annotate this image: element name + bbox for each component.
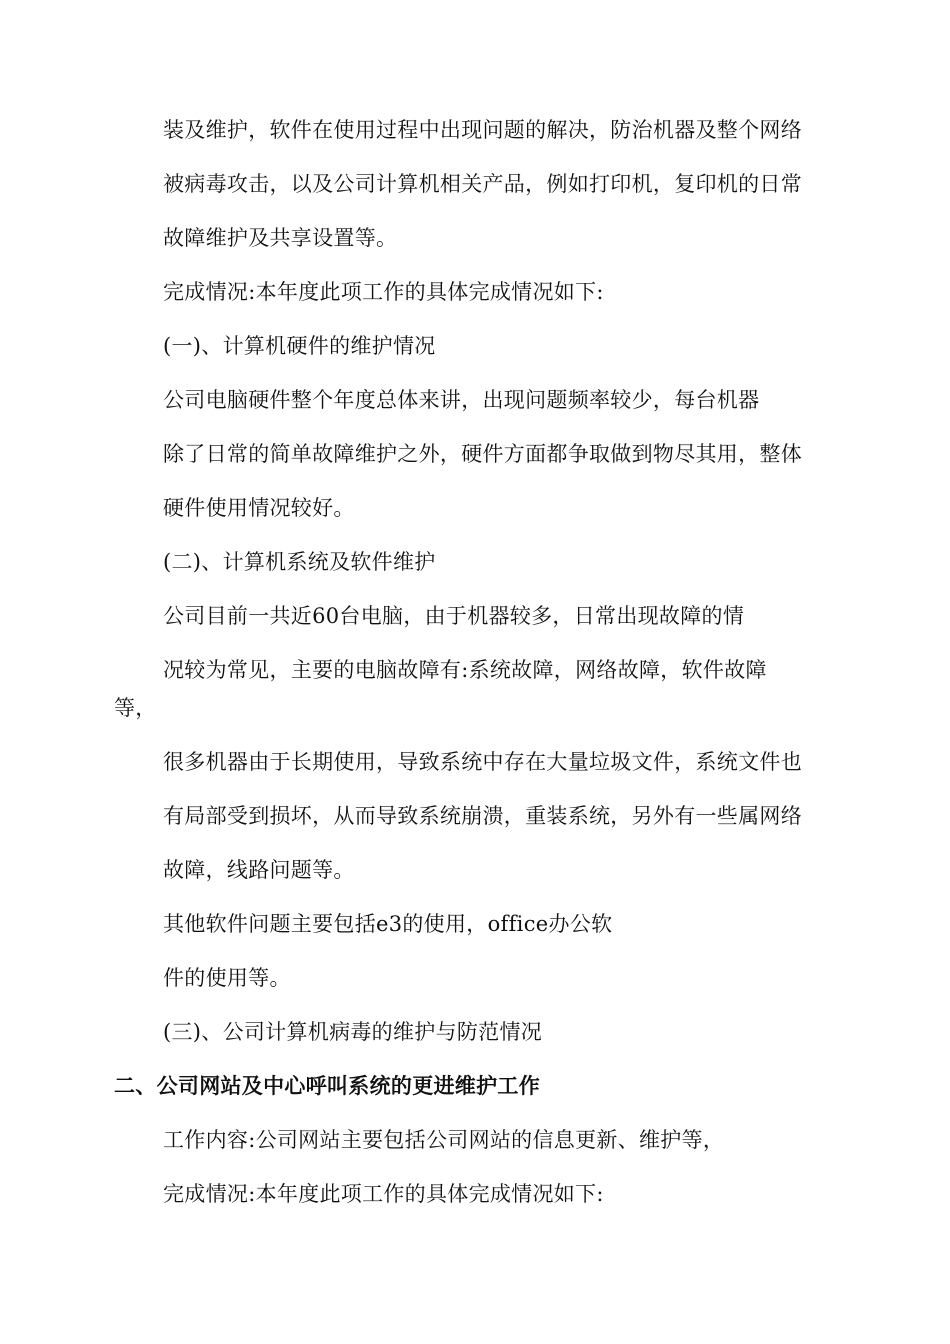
- paragraph-line: 有局部受到损坏，从而导致系统崩溃，重装系统，另外有一些属网络: [163, 804, 802, 828]
- paragraph-line: 工作内容:公司网站主要包括公司网站的信息更新、维护等，: [163, 1128, 725, 1152]
- paragraph-line: 公司电脑硬件整个年度总体来讲，出现问题频率较少，每台机器: [163, 388, 760, 412]
- paragraph-line: 件的使用等。: [163, 966, 291, 990]
- section-heading: (一)、计算机硬件的维护情况: [163, 334, 436, 358]
- paragraph-line: 硬件使用情况较好。: [163, 496, 355, 520]
- section-heading: (三)、公司计算机病毒的维护与防范情况: [163, 1020, 543, 1044]
- paragraph-line: 装及维护，软件在使用过程中出现问题的解决，防治机器及整个网络: [163, 118, 802, 142]
- paragraph-line: 故障维护及共享设置等。: [163, 226, 398, 250]
- paragraph-line: 况较为常见，主要的电脑故障有:系统故障，网络故障，软件故障: [163, 658, 767, 682]
- paragraph-line: 很多机器由于长期使用，导致系统中存在大量垃圾文件，系统文件也: [163, 750, 802, 774]
- paragraph-line: 完成情况:本年度此项工作的具体完成情况如下:: [163, 1182, 604, 1206]
- paragraph-line: 被病毒攻击，以及公司计算机相关产品，例如打印机，复印机的日常: [163, 172, 802, 196]
- paragraph-line: 完成情况:本年度此项工作的具体完成情况如下:: [163, 280, 604, 304]
- chapter-heading: 二、公司网站及中心呼叫系统的更进维护工作: [114, 1073, 540, 1098]
- paragraph-line: 其他软件问题主要包括e3的使用，office办公软: [163, 912, 613, 936]
- section-heading: (二)、计算机系统及软件维护: [163, 550, 436, 574]
- paragraph-line: 等，: [114, 696, 157, 720]
- paragraph-line: 除了日常的简单故障维护之外，硬件方面都争取做到物尽其用，整体: [163, 442, 802, 466]
- paragraph-line: 故障，线路问题等。: [163, 858, 355, 882]
- paragraph-line: 公司目前一共近60台电脑，由于机器较多，日常出现故障的情: [163, 604, 745, 628]
